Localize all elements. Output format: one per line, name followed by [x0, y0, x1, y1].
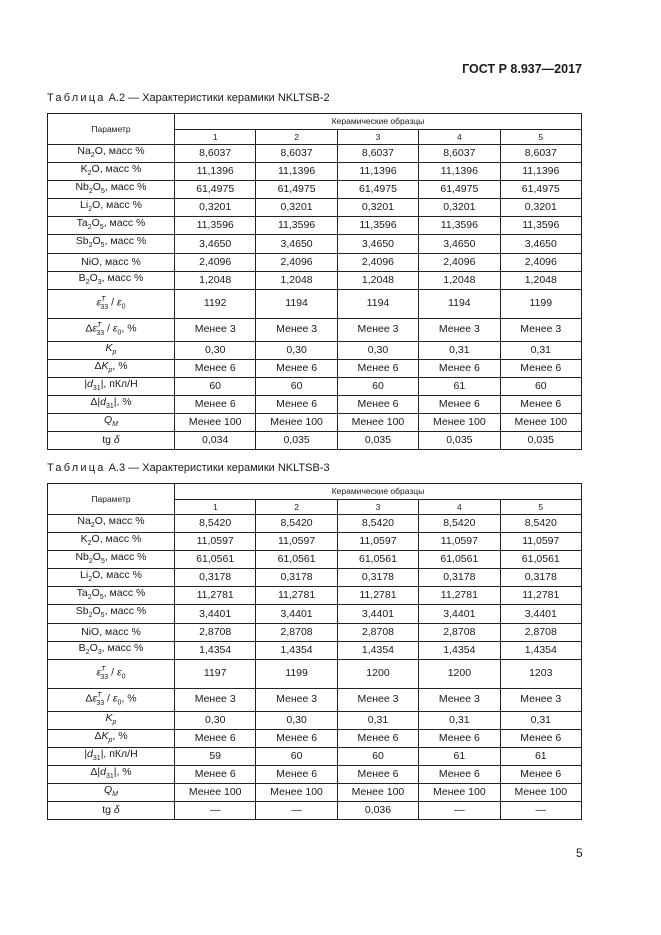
value-cell: 0,3178: [419, 569, 500, 587]
value-cell: 1192: [175, 289, 256, 318]
table-row: [48, 659, 582, 688]
value-cell: 61,4975: [337, 181, 418, 199]
value-cell: 3,4650: [175, 235, 256, 253]
samples-header: Керамические образцы: [175, 114, 582, 130]
param-cell: tg δ: [48, 802, 175, 820]
value-cell: 61,0561: [337, 551, 418, 569]
value-cell: 11,0597: [500, 533, 581, 551]
value-cell: Менее 100: [256, 414, 337, 432]
value-cell: 11,3596: [337, 217, 418, 235]
value-cell: 11,1396: [256, 163, 337, 181]
value-cell: Менее 6: [419, 359, 500, 377]
value-cell: Менее 3: [256, 688, 337, 711]
value-cell: 1,2048: [419, 271, 500, 289]
value-cell: 0,30: [175, 341, 256, 359]
table-row: [48, 271, 582, 289]
table-row: [48, 432, 582, 450]
sample-number: 2: [256, 500, 337, 515]
param-cell: $\Delta|d_{31}|$, %: [48, 395, 175, 413]
value-cell: 2,4096: [256, 253, 337, 271]
value-cell: 1197: [175, 659, 256, 688]
value-cell: 61,4975: [256, 181, 337, 199]
value-cell: 3,4650: [500, 235, 581, 253]
table-row: [48, 341, 582, 359]
value-cell: 1,4354: [419, 641, 500, 659]
table-a3-caption: [47, 462, 330, 474]
value-cell: —: [419, 802, 500, 820]
param-cell: $K_p$: [48, 711, 175, 729]
value-cell: 1,4354: [500, 641, 581, 659]
value-cell: 1,2048: [337, 271, 418, 289]
value-cell: 60: [500, 377, 581, 395]
value-cell: Менее 6: [175, 395, 256, 413]
value-cell: 1,4354: [256, 641, 337, 659]
value-cell: 0,3201: [256, 199, 337, 217]
table-row: [48, 359, 582, 377]
param-cell: NiO, масс %: [48, 253, 175, 271]
value-cell: Менее 100: [175, 784, 256, 802]
value-cell: 1200: [337, 659, 418, 688]
value-cell: 2,8708: [419, 623, 500, 641]
value-cell: 2,4096: [419, 253, 500, 271]
table-a2-caption: [47, 92, 330, 104]
value-cell: 1200: [419, 659, 500, 688]
param-cell: $Q_M$: [48, 414, 175, 432]
param-cell: $|d_{31}|$, пКл/Н: [48, 377, 175, 395]
value-cell: Менее 100: [500, 414, 581, 432]
value-cell: 60: [175, 377, 256, 395]
value-cell: 2,4096: [337, 253, 418, 271]
value-cell: 0,3178: [175, 569, 256, 587]
value-cell: 1,4354: [175, 641, 256, 659]
value-cell: 0,035: [337, 432, 418, 450]
sample-number: 3: [337, 130, 418, 145]
value-cell: 11,2781: [337, 587, 418, 605]
value-cell: 1194: [256, 289, 337, 318]
value-cell: Менее 100: [337, 784, 418, 802]
value-cell: Менее 6: [337, 729, 418, 747]
value-cell: Менее 6: [256, 729, 337, 747]
value-cell: 8,6037: [419, 145, 500, 163]
value-cell: 11,2781: [175, 587, 256, 605]
param-cell: $|d_{31}|$, пКл/Н: [48, 747, 175, 765]
value-cell: 0,035: [419, 432, 500, 450]
param-cell: $K_2O$, масс %: [48, 163, 175, 181]
value-cell: 0,30: [175, 711, 256, 729]
value-cell: Менее 6: [256, 395, 337, 413]
value-cell: 61,0561: [175, 551, 256, 569]
value-cell: 8,5420: [337, 515, 418, 533]
table-row: [48, 551, 582, 569]
table-a3-body: [48, 515, 582, 820]
value-cell: 11,0597: [256, 533, 337, 551]
value-cell: 8,5420: [500, 515, 581, 533]
table-row: [48, 235, 582, 253]
table-a3: [47, 483, 582, 820]
value-cell: 2,8708: [256, 623, 337, 641]
value-cell: 0,035: [500, 432, 581, 450]
param-cell: $\varepsilon^T_{33} / \varepsilon_0$: [48, 289, 175, 318]
param-header: Параметр: [48, 484, 175, 515]
table-row: [48, 377, 582, 395]
value-cell: 60: [256, 377, 337, 395]
table-row: [48, 515, 582, 533]
value-cell: 11,2781: [500, 587, 581, 605]
param-cell: $Nb_2O_5$, масс %: [48, 181, 175, 199]
value-cell: 3,4401: [256, 605, 337, 623]
value-cell: Менее 3: [500, 318, 581, 341]
value-cell: 0,31: [500, 341, 581, 359]
value-cell: Менее 3: [500, 688, 581, 711]
caption-text: А.3 — Характеристики керамики NKLTSB-3: [108, 462, 330, 474]
table-row: [48, 729, 582, 747]
value-cell: Менее 3: [256, 318, 337, 341]
param-cell: $Q_M$: [48, 784, 175, 802]
value-cell: 3,4650: [256, 235, 337, 253]
param-cell: $Ta_2O_5$, масс %: [48, 217, 175, 235]
sample-number: 4: [419, 500, 500, 515]
sample-number: 1: [175, 130, 256, 145]
value-cell: 0,3178: [337, 569, 418, 587]
param-cell: $B_2O_3$, масс %: [48, 641, 175, 659]
caption-text: А.2 — Характеристики керамики NKLTSB-2: [108, 92, 330, 104]
value-cell: 2,4096: [175, 253, 256, 271]
value-cell: 11,1396: [419, 163, 500, 181]
value-cell: 0,3201: [500, 199, 581, 217]
value-cell: 61,0561: [419, 551, 500, 569]
value-cell: Менее 100: [419, 414, 500, 432]
value-cell: 1194: [337, 289, 418, 318]
value-cell: 1203: [500, 659, 581, 688]
table-a2: [47, 113, 582, 450]
value-cell: 1,2048: [175, 271, 256, 289]
value-cell: 61,4975: [500, 181, 581, 199]
value-cell: 11,0597: [337, 533, 418, 551]
param-cell: $Na_2O$, масс %: [48, 515, 175, 533]
value-cell: Менее 6: [500, 395, 581, 413]
value-cell: 3,4401: [337, 605, 418, 623]
value-cell: 11,1396: [337, 163, 418, 181]
value-cell: 0,3178: [500, 569, 581, 587]
value-cell: Менее 6: [419, 729, 500, 747]
page-number: 5: [576, 846, 583, 860]
value-cell: 11,3596: [500, 217, 581, 235]
table-row: [48, 533, 582, 551]
table-row: [48, 199, 582, 217]
value-cell: 0,30: [256, 341, 337, 359]
table-row: [48, 395, 582, 413]
value-cell: 0,035: [256, 432, 337, 450]
value-cell: Менее 3: [337, 688, 418, 711]
sample-number: 5: [500, 130, 581, 145]
value-cell: Менее 3: [419, 688, 500, 711]
param-cell: $K_2O$, масс %: [48, 533, 175, 551]
value-cell: 0,30: [337, 341, 418, 359]
value-cell: —: [500, 802, 581, 820]
table-row: [48, 318, 582, 341]
value-cell: 1,2048: [256, 271, 337, 289]
table-row: [48, 253, 582, 271]
value-cell: Менее 100: [337, 414, 418, 432]
value-cell: 11,2781: [256, 587, 337, 605]
value-cell: Менее 6: [500, 729, 581, 747]
value-cell: 0,036: [337, 802, 418, 820]
sample-number: 4: [419, 130, 500, 145]
value-cell: 0,31: [419, 341, 500, 359]
value-cell: 3,4650: [337, 235, 418, 253]
param-cell: $Na_2O$, масс %: [48, 145, 175, 163]
value-cell: 61,0561: [256, 551, 337, 569]
value-cell: 1,2048: [500, 271, 581, 289]
value-cell: 0,31: [337, 711, 418, 729]
value-cell: 60: [337, 377, 418, 395]
value-cell: Менее 6: [419, 765, 500, 783]
value-cell: Менее 6: [175, 765, 256, 783]
value-cell: Менее 6: [500, 359, 581, 377]
value-cell: 2,8708: [175, 623, 256, 641]
table-row: [48, 145, 582, 163]
value-cell: 11,0597: [419, 533, 500, 551]
caption-label: Таблица: [47, 462, 106, 474]
value-cell: 11,0597: [175, 533, 256, 551]
value-cell: 11,3596: [419, 217, 500, 235]
value-cell: 61: [500, 747, 581, 765]
value-cell: 0,3201: [337, 199, 418, 217]
value-cell: 2,8708: [337, 623, 418, 641]
value-cell: Менее 3: [175, 318, 256, 341]
value-cell: 1199: [500, 289, 581, 318]
table-row: [48, 784, 582, 802]
value-cell: 11,3596: [256, 217, 337, 235]
value-cell: 8,5420: [175, 515, 256, 533]
value-cell: 11,3596: [175, 217, 256, 235]
value-cell: 1199: [256, 659, 337, 688]
value-cell: —: [175, 802, 256, 820]
param-cell: $\Delta\varepsilon^T_{33} / \varepsilon_0$, %: [48, 688, 175, 711]
param-cell: $Li_2O$, масс %: [48, 569, 175, 587]
value-cell: 0,30: [256, 711, 337, 729]
table-row: [48, 605, 582, 623]
table-row: [48, 569, 582, 587]
param-cell: $Nb_2O_5$, масс %: [48, 551, 175, 569]
table-row: [48, 623, 582, 641]
param-cell: $B_2O_3$, масс %: [48, 271, 175, 289]
value-cell: 0,31: [500, 711, 581, 729]
param-cell: $\Delta\varepsilon^T_{33} / \varepsilon_0$, %: [48, 318, 175, 341]
value-cell: Менее 6: [419, 395, 500, 413]
value-cell: 8,6037: [175, 145, 256, 163]
value-cell: 61,0561: [500, 551, 581, 569]
value-cell: Менее 6: [337, 395, 418, 413]
table-a2-body: [48, 145, 582, 450]
value-cell: Менее 100: [419, 784, 500, 802]
value-cell: 61: [419, 377, 500, 395]
param-cell: NiO, масс %: [48, 623, 175, 641]
value-cell: 0,3178: [256, 569, 337, 587]
value-cell: 8,6037: [256, 145, 337, 163]
value-cell: 3,4401: [500, 605, 581, 623]
value-cell: 3,4650: [419, 235, 500, 253]
param-cell: $Li_2O$, масс %: [48, 199, 175, 217]
value-cell: Менее 100: [175, 414, 256, 432]
value-cell: Менее 6: [256, 359, 337, 377]
samples-header: Керамические образцы: [175, 484, 582, 500]
value-cell: 8,6037: [500, 145, 581, 163]
sample-number: 1: [175, 500, 256, 515]
value-cell: Менее 3: [175, 688, 256, 711]
value-cell: 0,3201: [175, 199, 256, 217]
document-code: ГОСТ Р 8.937—2017: [462, 62, 582, 76]
table-row: [48, 688, 582, 711]
table-row: [48, 217, 582, 235]
value-cell: 60: [256, 747, 337, 765]
table-row: [48, 414, 582, 432]
value-cell: 11,1396: [175, 163, 256, 181]
param-cell: $\varepsilon^T_{33} / \varepsilon_0$: [48, 659, 175, 688]
param-cell: tg δ: [48, 432, 175, 450]
param-cell: $\Delta K_p$, %: [48, 729, 175, 747]
value-cell: 3,4401: [175, 605, 256, 623]
value-cell: Менее 3: [419, 318, 500, 341]
sample-number: 5: [500, 500, 581, 515]
caption-label: Таблица: [47, 92, 106, 104]
value-cell: 2,4096: [500, 253, 581, 271]
value-cell: 8,5420: [256, 515, 337, 533]
table-row: [48, 765, 582, 783]
table-row: [48, 289, 582, 318]
value-cell: 11,2781: [419, 587, 500, 605]
value-cell: 2,8708: [500, 623, 581, 641]
value-cell: 61,4975: [419, 181, 500, 199]
sample-number: 2: [256, 130, 337, 145]
table-row: [48, 181, 582, 199]
value-cell: Менее 6: [175, 359, 256, 377]
value-cell: —: [256, 802, 337, 820]
value-cell: 11,1396: [500, 163, 581, 181]
value-cell: 61,4975: [175, 181, 256, 199]
value-cell: 0,3201: [419, 199, 500, 217]
value-cell: Менее 100: [256, 784, 337, 802]
value-cell: 3,4401: [419, 605, 500, 623]
sample-number: 3: [337, 500, 418, 515]
value-cell: 0,034: [175, 432, 256, 450]
table-row: [48, 711, 582, 729]
value-cell: 0,31: [419, 711, 500, 729]
value-cell: 61: [419, 747, 500, 765]
table-row: [48, 747, 582, 765]
value-cell: Менее 100: [500, 784, 581, 802]
value-cell: 59: [175, 747, 256, 765]
table-row: [48, 587, 582, 605]
value-cell: Менее 3: [337, 318, 418, 341]
param-cell: $\Delta|d_{31}|$, %: [48, 765, 175, 783]
value-cell: Менее 6: [337, 359, 418, 377]
value-cell: 8,6037: [337, 145, 418, 163]
param-cell: $\Delta K_p$, %: [48, 359, 175, 377]
value-cell: Менее 6: [256, 765, 337, 783]
value-cell: 8,5420: [419, 515, 500, 533]
value-cell: 60: [337, 747, 418, 765]
value-cell: Менее 6: [500, 765, 581, 783]
value-cell: Менее 6: [175, 729, 256, 747]
value-cell: 1,4354: [337, 641, 418, 659]
value-cell: Менее 6: [337, 765, 418, 783]
table-row: [48, 802, 582, 820]
param-header: Параметр: [48, 114, 175, 145]
value-cell: 1194: [419, 289, 500, 318]
param-cell: $Ta_2O_5$, масс %: [48, 587, 175, 605]
param-cell: $K_p$: [48, 341, 175, 359]
param-cell: $Sb_2O_5$, масс %: [48, 605, 175, 623]
table-row: [48, 163, 582, 181]
param-cell: $Sb_2O_5$, масс %: [48, 235, 175, 253]
table-row: [48, 641, 582, 659]
